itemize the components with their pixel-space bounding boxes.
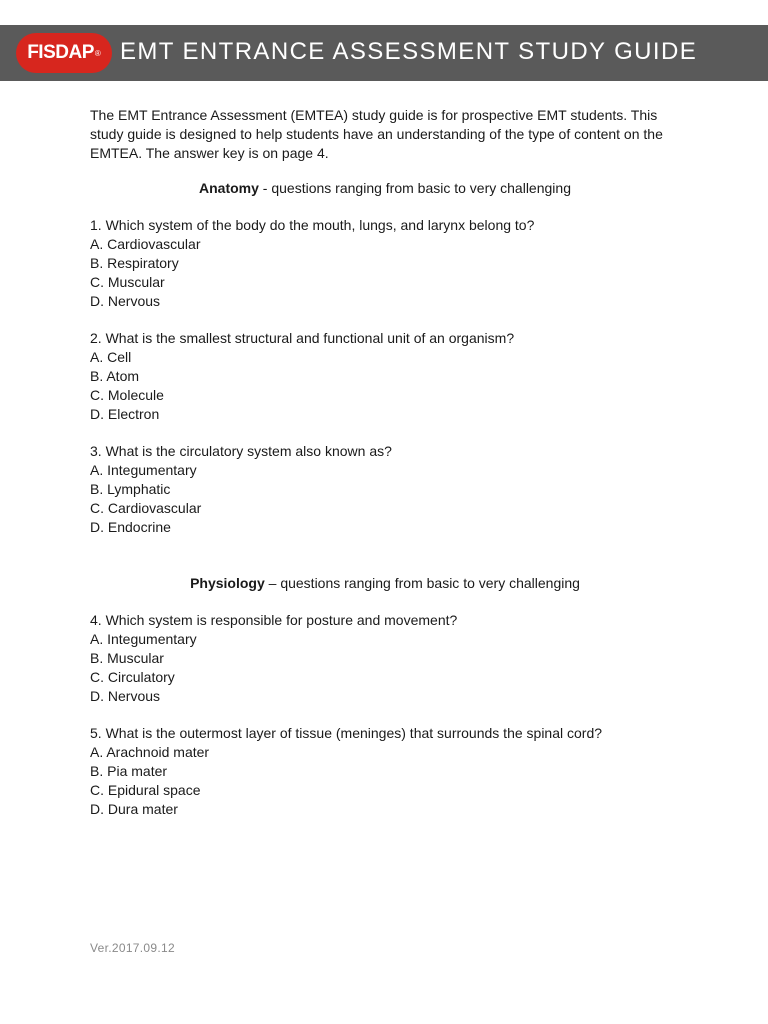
section-name: Anatomy xyxy=(199,180,259,196)
answer-option: C. Epidural space xyxy=(90,782,201,798)
logo-registered-mark: ® xyxy=(94,48,101,58)
question-5 xyxy=(90,724,680,819)
question-text: 2. What is the smallest structural and functional unit of an organism? xyxy=(90,330,515,346)
answer-option: C. Cardiovascular xyxy=(90,500,202,516)
logo-text: FISDAP xyxy=(27,42,94,63)
question-text: 1. Which system of the body do the mouth, lungs, and larynx belong to? xyxy=(90,217,535,233)
answer-option: B. Lymphatic xyxy=(90,481,171,497)
question-2 xyxy=(90,329,680,424)
question-text: 3. What is the circulatory system also known as? xyxy=(90,443,392,459)
page-title: EMT ENTRANCE ASSESSMENT STUDY GUIDE xyxy=(120,38,698,65)
section-name: Physiology xyxy=(190,575,265,591)
answer-option: D. Endocrine xyxy=(90,519,171,535)
question-text: 5. What is the outermost layer of tissue (meninges) that surrounds the spinal cord? xyxy=(90,725,603,741)
answer-option: B. Respiratory xyxy=(90,255,179,271)
answer-option: D. Electron xyxy=(90,406,160,422)
answer-option: B. Pia mater xyxy=(90,763,168,779)
answer-option: D. Nervous xyxy=(90,293,161,309)
fisdap-logo xyxy=(16,33,112,73)
question-1 xyxy=(90,216,680,311)
section-spacer xyxy=(90,555,680,574)
intro-paragraph: The EMT Entrance Assessment (EMTEA) study guide is for prospective EMT students. This study guide is designed to help students have an understanding of the type of content on the EMTEA. The answer key is on page 4. xyxy=(90,107,663,161)
answer-option: D. Dura mater xyxy=(90,801,178,817)
section-description: – questions ranging from basic to very challenging xyxy=(264,575,580,591)
document-body xyxy=(90,106,680,837)
answer-option: A. Arachnoid mater xyxy=(90,744,210,760)
answer-option: A. Cell xyxy=(90,349,132,365)
answer-option: A. Cardiovascular xyxy=(90,236,201,252)
version-label: Ver.2017.09.12 xyxy=(90,941,175,955)
answer-option: D. Nervous xyxy=(90,688,161,704)
answer-option: A. Integumentary xyxy=(90,462,197,478)
question-3 xyxy=(90,442,680,537)
answer-option: B. Muscular xyxy=(90,650,164,666)
answer-option: C. Circulatory xyxy=(90,669,175,685)
answer-option: A. Integumentary xyxy=(90,631,197,647)
answer-option: B. Atom xyxy=(90,368,140,384)
question-text: 4. Which system is responsible for posture and movement? xyxy=(90,612,458,628)
section-heading-physiology xyxy=(90,574,680,593)
section-description: - questions ranging from basic to very challenging xyxy=(258,180,571,196)
section-heading-anatomy xyxy=(90,179,680,198)
answer-option: C. Muscular xyxy=(90,274,165,290)
answer-option: C. Molecule xyxy=(90,387,164,403)
question-4 xyxy=(90,611,680,706)
header-bar xyxy=(0,25,768,81)
